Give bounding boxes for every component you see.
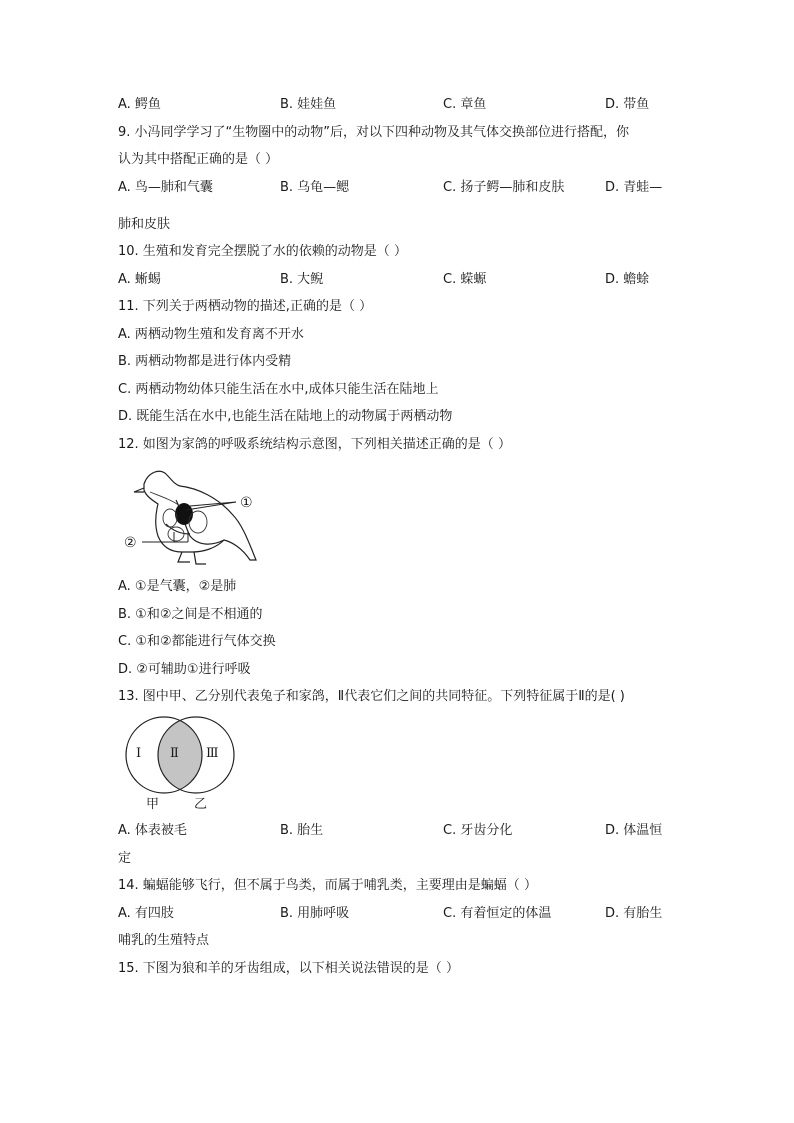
q10-option-b: B. 大鲵 [280, 272, 324, 287]
venn-label-ii: Ⅱ [170, 746, 179, 761]
q9-option-c: C. 扬子鳄—肺和皮肤 [443, 180, 565, 195]
q9-option-d: D. 青蛙— [605, 180, 663, 195]
q14-stem: 14. 蝙蝠能够飞行，但不属于鸟类，而属于哺乳类，主要理由是蝙蝠（ ） [118, 878, 537, 893]
venn-label-i: Ⅰ [136, 746, 142, 761]
q15-stem: 15. 下图为狼和羊的牙齿组成，以下相关说法错误的是（ ） [118, 961, 459, 976]
q8-option-c: C. 章鱼 [443, 97, 487, 112]
q13-option-d: D. 体温恒 [605, 823, 663, 838]
q10-option-d: D. 蟾蜍 [605, 272, 650, 287]
q9-option-d-wrap: 肺和皮肤 [118, 217, 171, 232]
q12-stem: 12. 如图为家鸽的呼吸系统结构示意图，下列相关描述正确的是（ ） [118, 437, 511, 452]
q14-option-b: B. 用肺呼吸 [280, 906, 350, 921]
q9-option-a: A. 鸟—肺和气囊 [118, 180, 213, 195]
q13-stem: 13. 图中甲、乙分别代表兔子和家鸽，Ⅱ代表它们之间的共同特征。下列特征属于Ⅱ的是( ) [118, 689, 625, 704]
q13-option-b: B. 胎生 [280, 823, 324, 838]
pigeon-body-outline [144, 471, 256, 560]
q8-option-d: D. 带鱼 [605, 97, 650, 112]
q9-option-b: B. 乌龟—鳃 [280, 180, 350, 195]
q11-option-a: A. 两栖动物生殖和发育离不开水 [118, 327, 304, 342]
label-2: ② [124, 535, 137, 551]
q9-stem-line1: 9. 小冯同学学习了“生物圈中的动物”后，对以下四种动物及其气体交换部位进行搭配，你 [118, 125, 630, 140]
q13-option-a: A. 体表被毛 [118, 823, 187, 838]
q11-option-b: B. 两栖动物都是进行体内受精 [118, 354, 292, 369]
q10-option-c: C. 蝾螈 [443, 272, 487, 287]
q12-option-c: C. ①和②都能进行气体交换 [118, 634, 276, 649]
q14-option-d-wrap: 哺乳的生殖特点 [118, 933, 210, 948]
q12-option-a: A. ①是气囊，②是肺 [118, 579, 237, 594]
q12-option-b: B. ①和②之间是不相通的 [118, 607, 263, 622]
q13-option-d-wrap: 定 [118, 851, 132, 866]
q14-option-c: C. 有着恒定的体温 [443, 906, 552, 921]
q14-option-a: A. 有四肢 [118, 906, 174, 921]
q13-option-c: C. 牙齿分化 [443, 823, 513, 838]
venn-label-yi: 乙 [194, 797, 208, 812]
q12-option-d: D. ②可辅助①进行呼吸 [118, 662, 251, 677]
q14-option-d: D. 有胎生 [605, 906, 663, 921]
q11-option-d: D. 既能生活在水中,也能生活在陆地上的动物属于两栖动物 [118, 409, 453, 424]
q11-option-c: C. 两栖动物幼体只能生活在水中,成体只能生活在陆地上 [118, 382, 439, 397]
q8-option-a: A. 鳄鱼 [118, 97, 161, 112]
q11-stem: 11. 下列关于两栖动物的描述,正确的是（ ） [118, 299, 373, 314]
label-1: ① [240, 495, 253, 511]
q9-stem-line2: 认为其中搭配正确的是（ ） [118, 152, 279, 167]
venn-label-iii: Ⅲ [206, 746, 219, 761]
pigeon-respiratory-figure [120, 462, 270, 574]
q8-option-b: B. 娃娃鱼 [280, 97, 337, 112]
q10-option-a: A. 蜥蜴 [118, 272, 161, 287]
q10-stem: 10. 生殖和发育完全摆脱了水的依赖的动物是（ ） [118, 244, 407, 259]
venn-label-jia: 甲 [146, 797, 160, 812]
